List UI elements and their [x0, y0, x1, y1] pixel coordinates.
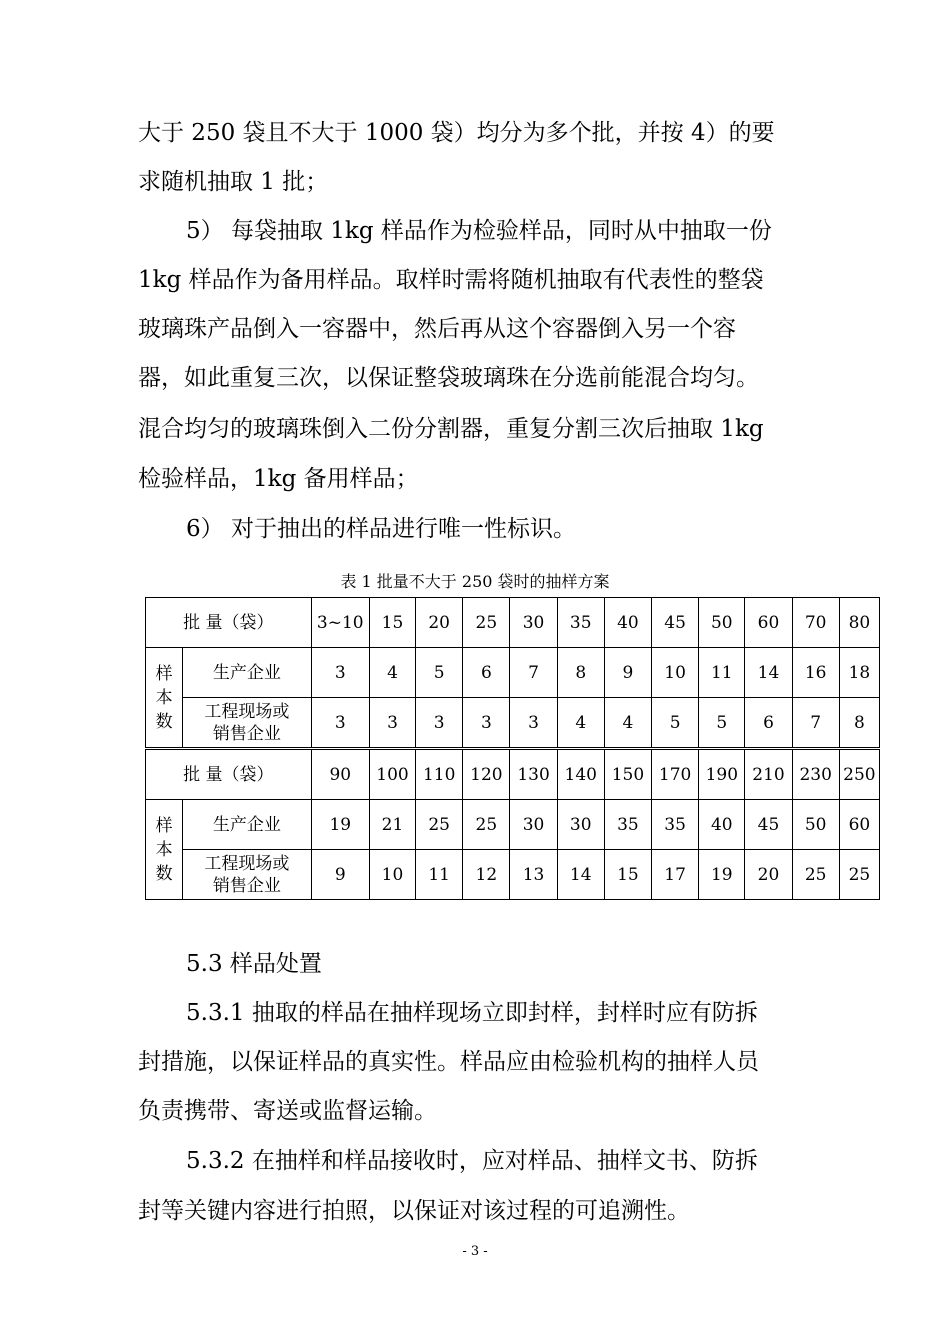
table-cell: 3~10: [311, 598, 369, 648]
table-cell: 18: [839, 648, 879, 698]
table-cell: 250: [839, 749, 879, 800]
sampling-plan-table: [145, 597, 880, 900]
table-cell: 90: [311, 749, 369, 800]
table-cell: 11: [416, 850, 463, 900]
table-cell: 210: [745, 749, 792, 800]
table-cell: 8: [839, 698, 879, 749]
table-cell: 14: [557, 850, 604, 900]
paragraph-line: 负责携带、寄送或监督运输。: [138, 1098, 437, 1124]
site-row: [146, 850, 880, 900]
table-cell: 20: [745, 850, 792, 900]
table-cell: 10: [369, 850, 415, 900]
table-cell: 25: [792, 850, 839, 900]
table-cell: 8: [557, 648, 604, 698]
batch-label: 批 量（袋）: [146, 598, 312, 648]
producer-row: [146, 800, 880, 850]
table-cell: 170: [652, 749, 699, 800]
table-cell: 3: [311, 648, 369, 698]
table-cell: 14: [745, 648, 792, 698]
table-cell: 15: [369, 598, 415, 648]
sample-count-label: 样 本 数: [146, 800, 183, 900]
table-cell: 150: [604, 749, 651, 800]
table-cell: 30: [510, 800, 557, 850]
producer-row: [146, 648, 880, 698]
table-cell: 110: [416, 749, 463, 800]
table-cell: 70: [792, 598, 839, 648]
batch-header-row: [146, 598, 880, 648]
batch-header-row: [146, 749, 880, 800]
table-cell: 230: [792, 749, 839, 800]
paragraph-line: 5.3.2 在抽样和样品接收时，应对样品、抽样文书、防拆: [186, 1148, 758, 1174]
paragraph-line: 检验样品，1kg 备用样品；: [138, 466, 419, 492]
table-cell: 15: [604, 850, 651, 900]
table-cell: 5: [699, 698, 745, 749]
table-cell: 3: [369, 698, 415, 749]
page-number: - 3 -: [462, 1244, 488, 1259]
table-cell: 190: [699, 749, 745, 800]
table-cell: 25: [416, 800, 463, 850]
table-cell: 80: [839, 598, 879, 648]
table-cell: 4: [604, 698, 651, 749]
producer-label: 生产企业: [183, 648, 312, 698]
batch-label: 批 量（袋）: [146, 749, 312, 800]
table-cell: 35: [557, 598, 604, 648]
table-cell: 3: [510, 698, 557, 749]
table-cell: 12: [463, 850, 510, 900]
table-cell: 60: [839, 800, 879, 850]
table-cell: 4: [369, 648, 415, 698]
table-cell: 120: [463, 749, 510, 800]
paragraph-line: 求随机抽取 1 批；: [138, 169, 329, 195]
paragraph-line: 5） 每袋抽取 1kg 样品作为检验样品，同时从中抽取一份: [186, 218, 772, 244]
table-cell: 19: [699, 850, 745, 900]
table-cell: 60: [745, 598, 792, 648]
table-cell: 25: [463, 598, 510, 648]
site-label: 工程现场或 销售企业: [183, 698, 312, 749]
table-cell: 21: [369, 800, 415, 850]
table-cell: 25: [839, 850, 879, 900]
table-cell: 5: [416, 648, 463, 698]
site-row: [146, 698, 880, 749]
table-cell: 17: [652, 850, 699, 900]
paragraph-line: 器，如此重复三次，以保证整袋玻璃珠在分选前能混合均匀。: [138, 365, 759, 391]
paragraph-line: 封措施，以保证样品的真实性。样品应由检验机构的抽样人员: [138, 1049, 759, 1075]
table-cell: 3: [311, 698, 369, 749]
table-cell: 6: [463, 648, 510, 698]
table-cell: 5: [652, 698, 699, 749]
paragraph-line: 1kg 样品作为备用样品。取样时需将随机抽取有代表性的整袋: [138, 267, 764, 293]
table-cell: 40: [604, 598, 651, 648]
paragraph-line: 封等关键内容进行拍照，以保证对该过程的可追溯性。: [138, 1198, 690, 1224]
sample-count-label: 样 本 数: [146, 648, 183, 749]
table-cell: 20: [416, 598, 463, 648]
section-heading: 5.3 样品处置: [186, 951, 322, 977]
table-cell: 50: [792, 800, 839, 850]
table-cell: 45: [652, 598, 699, 648]
paragraph-line: 6） 对于抽出的样品进行唯一性标识。: [186, 516, 576, 542]
table-cell: 11: [699, 648, 745, 698]
paragraph-line: 混合均匀的玻璃珠倒入二份分割器，重复分割三次后抽取 1kg: [138, 416, 764, 442]
table-cell: 100: [369, 749, 415, 800]
table-cell: 140: [557, 749, 604, 800]
table-cell: 25: [463, 800, 510, 850]
paragraph-line: 5.3.1 抽取的样品在抽样现场立即封样，封样时应有防拆: [186, 1000, 758, 1026]
table-cell: 16: [792, 648, 839, 698]
table-cell: 35: [604, 800, 651, 850]
producer-label: 生产企业: [183, 800, 312, 850]
table-cell: 9: [311, 850, 369, 900]
table-cell: 3: [463, 698, 510, 749]
table-cell: 40: [699, 800, 745, 850]
table-cell: 35: [652, 800, 699, 850]
table-cell: 30: [557, 800, 604, 850]
table-cell: 13: [510, 850, 557, 900]
table-cell: 45: [745, 800, 792, 850]
table-cell: 10: [652, 648, 699, 698]
table-cell: 130: [510, 749, 557, 800]
table-cell: 3: [416, 698, 463, 749]
table-cell: 30: [510, 598, 557, 648]
table-cell: 6: [745, 698, 792, 749]
table-cell: 50: [699, 598, 745, 648]
table-caption: 表 1 批量不大于 250 袋时的抽样方案: [340, 572, 610, 591]
table-cell: 9: [604, 648, 651, 698]
table-cell: 4: [557, 698, 604, 749]
paragraph-line: 大于 250 袋且不大于 1000 袋）均分为多个批，并按 4）的要: [138, 120, 775, 146]
site-label: 工程现场或 销售企业: [183, 850, 312, 900]
table-cell: 7: [510, 648, 557, 698]
table-cell: 19: [311, 800, 369, 850]
table-cell: 7: [792, 698, 839, 749]
paragraph-line: 玻璃珠产品倒入一容器中，然后再从这个容器倒入另一个容: [138, 316, 736, 342]
